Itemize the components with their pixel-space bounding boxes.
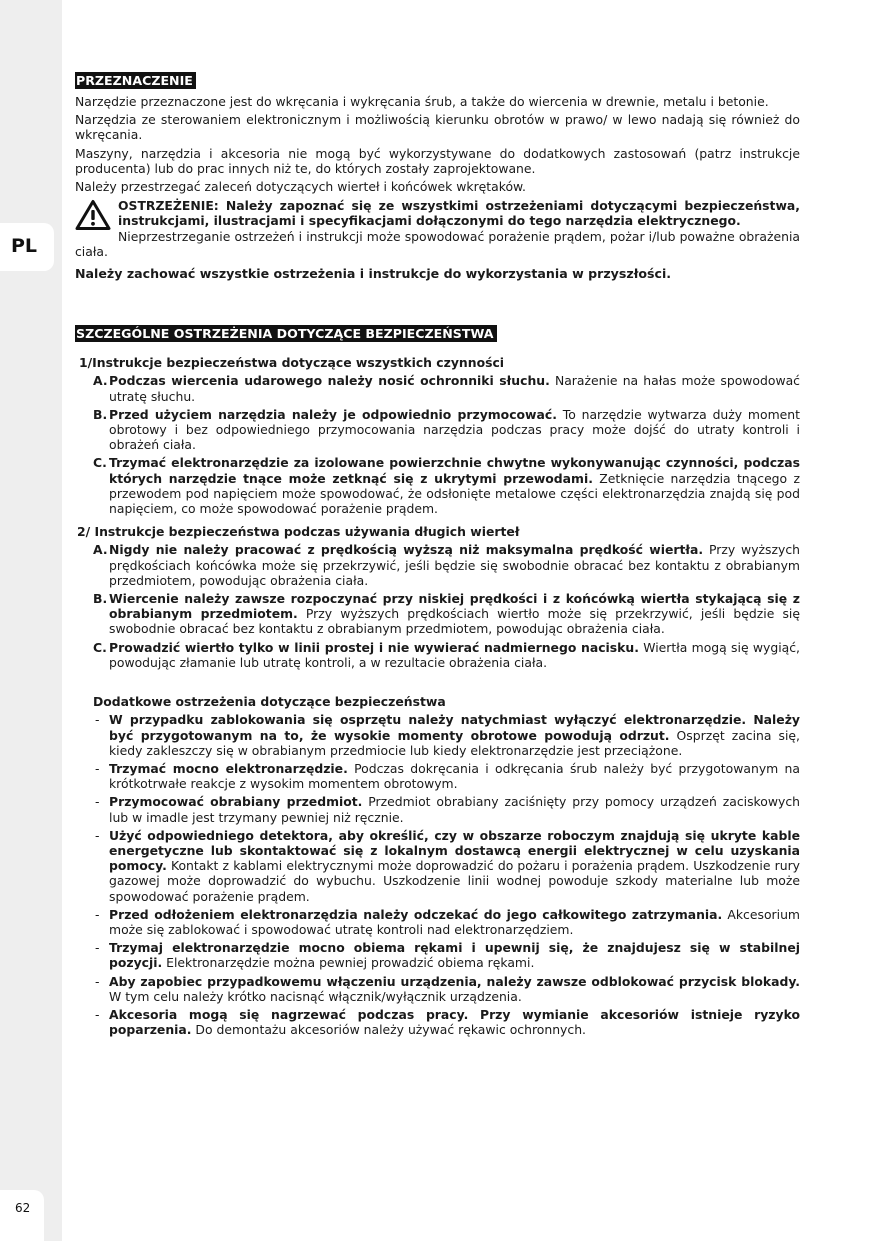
list-item-bold: Podczas wiercenia udarowego należy nosić ochronniki słuchu. [109,373,550,389]
list-item-text: Zetknięcie narzędzia tnącego z przewodem pod napięciem może spowodować, że odsłonięte metalowe części elektronarzędzia znajdą się pod napięciem, co może spowodować porażenie prądem. [109,470,800,517]
list-item-bold: Trzymać elektronarzędzie za izolowane powierzchnie chwytne wykonywanując czynności, podczas których narzędzie tnące może zetknąć się z ukrytymi przewodami. [109,455,800,486]
list-group-1 [75,373,800,516]
list-marker: - [95,794,100,810]
page-content [75,72,800,1037]
warning-text: Nieprzestrzeganie ostrzeżeń i instrukcji może spowodować porażenie prądem, pożar i/lub poważne obrażenia ciała. [75,228,800,259]
section-title-safety: SZCZEGÓLNE OSTRZEŻENIA DOTYCZĄCE BEZPIECZEŃSTWA [75,325,497,342]
list-item-text: Wiertła mogą się wygiąć, powodując złamanie lub utratę kontroli, a w rezultacie obrażenia ciała. [109,639,800,670]
list-item-bold: Przed odłożeniem elektronarzędzia należy odczekać do jego całkowitego zatrzymania. [109,906,723,922]
list-marker: - [95,1006,100,1022]
list-marker: - [95,712,100,728]
list-marker: C. [93,639,107,655]
list-group-3 [75,712,800,1037]
list-marker: A. [93,542,108,558]
list-item [75,761,800,791]
list-item [75,907,800,937]
warning-block [75,198,800,259]
list-item-text: Przy wyższych prędkościach końcówka może się przekrzywić, jeśli będzie się swobodnie obracać bez kontaktu z obrabianym przedmiotem, powodując obrażenia ciała. [109,542,800,588]
page-number: 62 [15,1201,31,1215]
list-group-2 [75,542,800,670]
language-label: PL [11,235,38,257]
list-item-bold: Akcesoria mogą się nagrzewać podczas pracy. Przy wymianie akcesoriów istnieje ryzyko poparzenia. [109,1006,800,1038]
list-item-text: Przedmiot obrabiany zaciśnięty przy pomocy urządzeń zaciskowych lub w imadle jest trzymany pewniej niż ręcznie. [109,794,800,825]
list-item [75,940,800,970]
list-item-bold: Trzymać mocno elektronarzędzie. [109,760,348,776]
list-item-text: Do demontażu akcesoriów należy używać rękawic ochronnych. [191,1022,586,1038]
list-item-text: Elektronarzędzie można pewniej prowadzić obiema rękami. [162,955,535,971]
warning-triangle-icon [75,199,111,231]
list-item-bold: Nigdy nie należy pracować z prędkością wyższą niż maksymalna prędkość wiertła. [109,542,704,558]
list-item [75,794,800,824]
side-strip [0,0,62,1241]
subsection-title: 2/ Instrukcje bezpieczeństwa podczas używania długich wierteł [77,524,520,540]
list-marker: - [95,760,100,776]
list-item [75,591,800,637]
list-item-bold: Użyć odpowiedniego detektora, aby określić, czy w obszarze roboczym znajdują się ukryte kable energetyczne lub skontaktować się z lokalnym dostawcą energii elektrycznej w celu uzyskania pomocy. [109,827,800,874]
section-title-purpose: PRZEZNACZENIE [75,72,196,89]
list-item-bold: Trzymaj elektronarzędzie mocno obiema rękami i upewnij się, że znajdujesz się w stabilnej pozycji. [109,940,800,971]
list-marker: B. [93,591,108,607]
paragraph: Narzędzia ze sterowaniem elektronicznym i możliwością kierunku obrotów w prawo/ w lewo nadają się również do wkręcania. [75,112,800,143]
list-item-text: W tym celu należy krótko nacisnąć włącznik/wyłącznik urządzenia. [109,988,522,1004]
list-item-bold: Przed użyciem narzędzia należy je odpowiednio przymocować. [109,406,557,422]
list-item [75,407,800,453]
list-item-text: Akcesorium może się zablokować i spowodować utratę kontroli nad elektronarzędziem. [109,906,800,937]
list-item-text: To narzędzie wytwarza duży moment obrotowy i bez odpowiedniego przymocowania narzędzia podczas pracy może dojść do utraty kontroli i obrażeń ciała. [109,406,800,453]
keep-instructions-note: Należy zachować wszystkie ostrzeżenia i instrukcje do wykorzystania w przyszłości. [75,266,672,282]
list-item [75,542,800,588]
list-item [75,455,800,516]
subsection-title: Dodatkowe ostrzeżenia dotyczące bezpieczeństwa [93,694,446,710]
list-marker: A. [93,373,108,389]
list-item-bold: Prowadzić wiertło tylko w linii prostej i nie wywierać nadmiernego nacisku. [109,639,639,655]
list-marker: - [95,827,100,843]
list-item-bold: Przymocować obrabiany przedmiot. [109,794,363,810]
list-item [75,640,800,670]
list-item-text: Osprzęt zacina się, kiedy zakleszczy się w obrabianym przedmiocie lub kiedy elektronarzędzie jest przeciążone. [109,727,800,758]
list-item-text: Przy wyższych prędkościach wiertło może się przekrzywić, jeśli będzie się swobodnie obracać bez kontaktu z obrabianym przedmiotem, powodując obrażenia ciała. [109,606,800,637]
list-marker: - [95,973,100,989]
page-number-tab [0,1190,44,1241]
list-item [75,712,800,758]
list-item-text: Narażenie na hałas może spowodować utratę słuchu. [109,373,800,404]
paragraph: Należy przestrzegać zaleceń dotyczących wierteł i końcówek wkrętaków. [75,179,526,195]
list-item [75,974,800,1004]
list-item-bold: Aby zapobiec przypadkowemu włączeniu urządzenia, należy zawsze odblokować przycisk blokady. [109,973,800,989]
list-item-text: Kontakt z kablami elektrycznymi może doprowadzić do pożaru i porażenia prądem. Uszkodzenie rury gazowej może doprowadzić do wybuchu. Uszkodzenie linii wodnej powoduje szkody materialne lub może spowodować porażenie prądem. [109,858,800,904]
list-item-bold: W przypadku zablokowania się osprzętu należy natychmiast wyłączyć elektronarzędzie. Należy być przygotowanym na to, że wysokie momenty obrotowe powodują odrzut. [109,712,800,743]
list-item-bold: Wiercenie należy zawsze rozpoczynać przy niskiej prędkości i z końcówką wiertła stykającą się z obrabianym przedmiotem. [109,591,800,622]
paragraph: Maszyny, narzędzia i akcesoria nie mogą być wykorzystywane do dodatkowych zastosowań (patrz instrukcje producenta) lub do prac innych niż te, do których zostały zaprojektowane. [75,145,800,176]
list-item-text: Podczas dokręcania i odkręcania śrub należy być przygotowanym na krótkotrwałe reakcje z wysokim momentem obrotowym. [109,760,800,792]
paragraph: Narzędzie przeznaczone jest do wkręcania i wykręcania śrub, a także do wiercenia w drewnie, metalu i betonie. [75,94,769,109]
warning-heading: OSTRZEŻENIE: Należy zapoznać się ze wszystkimi ostrzeżeniami dotyczącymi bezpieczeństwa, instrukcjami, ilustracjami i specyfikacjami dołączonymi do tego narzędzia elektrycznego. [118,198,800,229]
list-item [75,1007,800,1037]
list-marker: B. [93,406,108,422]
list-item [75,828,800,904]
list-marker: - [95,906,100,922]
list-marker: - [95,940,100,956]
list-marker: C. [93,455,107,471]
subsection-title: 1/Instrukcje bezpieczeństwa dotyczące wszystkich czynności [79,355,505,371]
list-item [75,373,800,403]
